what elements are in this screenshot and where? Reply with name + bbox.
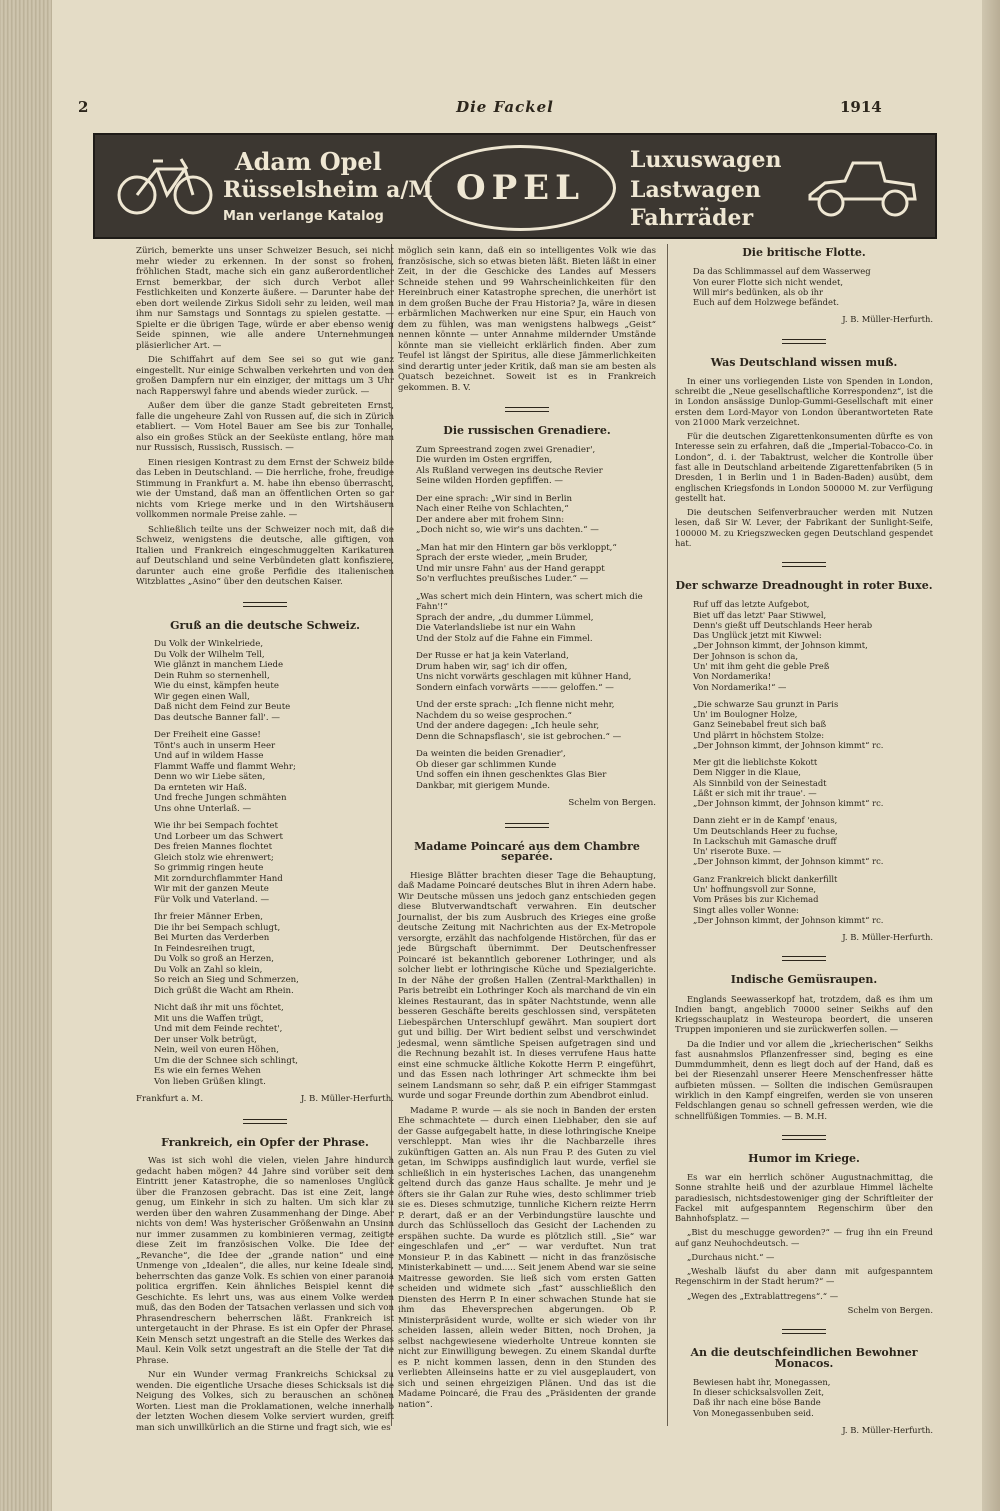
paragraph: „Bist du meschugge geworden?“ — frug ihn ein Freund auf ganz Neuhochdeutsch. —: [675, 1227, 933, 1248]
page-right-edge: [982, 0, 1000, 1511]
paragraph: In einer uns vorliegenden Liste von Spenden in London, schreibt die „Neue gesellschaftliche Korrespondenz“, ist die in London ansässige Dunlop-Gummi-Gesellschaft mit einer ersten dem Lord-Mayor von London überantworteten Rate von 21000 Mark verzeichnet.: [675, 375, 933, 427]
paragraph: Die Schiffahrt auf dem See sei so gut wie ganz eingestellt. Nur einige Schwalben verkehrten und von den großen Dampfern nur ein einziger, der mittags um 3 Uhr nach Rapperswyl fahre und abends wieder zurück. —: [136, 355, 394, 397]
verse-line: Von Nordamerika!: [693, 671, 772, 682]
verse-line: Nicht daß ihr mit uns föchtet,: [154, 1003, 284, 1013]
verse-line: Un' im Boulogner Holze,: [693, 709, 798, 720]
article-title: Indische Gemüsraupen.: [730, 973, 878, 987]
verse-line: Bei Murten das Verderben: [154, 933, 270, 943]
verse-line: Tönt's auch in unserm Heer: [154, 740, 276, 751]
poem-stanza: [398, 592, 656, 645]
poem-stanza: [136, 1003, 394, 1087]
verse-line: Die Vaterlandsliebe ist nur ein Wahn: [416, 623, 576, 633]
verse-line: Denn wo wir Liebe säten,: [154, 772, 266, 782]
poem-title: Der schwarze Dreadnought in roter Buxe.: [675, 579, 933, 593]
verse-line: Dich grüßt die Wacht am Rhein.: [154, 985, 294, 996]
verse-line: Der eine sprach: „Wir sind in Berlin: [416, 493, 573, 504]
verse-line: In Feindesreihen trugt,: [154, 943, 256, 954]
poem-title: Gruß an die deutsche Schweiz.: [170, 618, 360, 632]
verse-line: Ganz Frankreich blickt dankerfillt: [693, 873, 838, 884]
verse-line: Um die der Schnee sich schlingt,: [154, 1055, 299, 1066]
verse-line: Von lieben Grüßen klingt.: [154, 1076, 266, 1087]
verse-line: Der Freiheit eine Gasse!: [154, 730, 261, 740]
opel-emblem: [425, 145, 616, 231]
poem-title: An die deutschfeindlichen Bewohner Monacos.: [690, 1346, 918, 1370]
verse-line: Du Volk der Wilhelm Tell,: [154, 649, 265, 660]
verse-line: Un' riserote Buxe. —: [693, 846, 782, 857]
paragraph: Einen riesigen Kontrast zu dem Ernst der Schweiz bilde das Leben in Deutschland. — Die herrliche, frohe, freudige Stimmung in Frankfurt a. M. habe ihn ebenso überrascht, wie der Umstand, daß man an öffentlichen Orten so gar nichts vom Kriege merke und in den Wirtshäusern vollkommen normale Preise zahle. —: [136, 457, 394, 520]
article-author: Schelm von Bergen.: [847, 1304, 933, 1315]
verse-line: Nein, weil von euren Höhen,: [154, 1045, 279, 1055]
poem-title: Die britische Flotte.: [742, 246, 866, 259]
verse-line: Uns ohne Unterlaß. —: [154, 803, 252, 814]
verse-line: Für Volk und Vaterland. —: [154, 894, 270, 905]
automobile-icon: [805, 155, 920, 221]
poem-stanza: [136, 821, 394, 905]
header-year: 1914: [840, 98, 882, 116]
ad-city: Rüsselsheim a/M: [223, 177, 433, 203]
verse-line: Und soffen ein ihnen geschenktes Glas Bier: [416, 770, 607, 780]
poem-stanza: [398, 543, 656, 585]
verse-line: Dankbar, mit gierigem Munde.: [416, 780, 550, 791]
verse-line: Gleich stolz wie ehrenwert;: [154, 852, 274, 863]
verse-line: Will mir's bedünken, als ob ihr: [693, 286, 824, 297]
verse-line: Des freien Mannes flochtet: [154, 842, 273, 852]
verse-line: Und mir unsre Fahn' aus der Hand gerappt: [416, 563, 605, 574]
section-separator: [782, 956, 826, 961]
verse-line: Und der Stolz auf die Fahne ein Fimmel.: [416, 633, 593, 644]
verse-line: Von Nordamerika!“ —: [693, 681, 787, 692]
verse-line: „Man hat mir den Hintern gar bös verkloppt,“: [416, 542, 617, 553]
poem-stanza: [398, 700, 656, 742]
verse-line: Singt alles voller Wonne:: [693, 904, 799, 915]
paragraph: Für die deutschen Zigarettenkonsumenten dürfte es von Interesse sein zu erfahren, daß die „Imperial-Tobacco-Co. in London“, d. i. der Tabaktrust, welcher die Kontrolle über fast alle in Deutschland arbeitende Zigarettenfabriken (5 in Dresden, 1 in Berlin und 1 in Baden-Baden) ausübt, dem englischen Kriegsfonds in London 500000 M. zur Verfügung gestellt hat.: [675, 431, 933, 503]
verse-line: Ganz Seinebabel freut sich baß: [693, 719, 827, 730]
verse-line: Un' mit ihm geht die geble Preß: [693, 660, 830, 671]
verse-line: „Doch nicht so, wie wir's uns dachten.“ —: [416, 525, 599, 535]
verse-line: Biet uff das letzt' Paar Stiwwel,: [693, 609, 827, 620]
verse-line: „Was schert mich dein Hintern, was schert mich die Fahn'!“: [416, 591, 643, 612]
verse-line: Daß ihr nach eine böse Bande: [693, 1397, 821, 1408]
ad-product-bicycles: Fahrräder: [630, 205, 754, 231]
verse-line: Mit uns die Waffen trügt,: [154, 1013, 264, 1024]
verse-line: „Der Johnson kimmt, der Johnson kimmt,: [693, 640, 868, 651]
opel-advertisement: [93, 133, 937, 239]
poem-stanza: [675, 874, 933, 925]
verse-line: Um Deutschlands Heer zu fuchse,: [693, 825, 838, 836]
verse-line: Du Volk so groß an Herzen,: [154, 954, 274, 964]
masthead-title: Die Fackel: [456, 98, 554, 116]
column-3: [675, 246, 933, 1439]
verse-line: Nach einer Reihe von Schlachten,“: [416, 504, 569, 514]
verse-line: „Der Johnson kimmt, der Johnson kimmt“ rc.: [693, 914, 884, 925]
verse-line: Ihr freier Männer Erben,: [154, 912, 263, 922]
verse-line: Un' hoffnungsvoll zur Sonne,: [693, 884, 817, 895]
verse-line: „Der Johnson kimmt, der Johnson kimmt“ rc.: [693, 798, 884, 809]
book-page-stack: [0, 0, 53, 1511]
paragraph: Da die Indier und vor allem die „kriecherischen“ Seikhs fast ausnahmslos Pflanzenfresser sind, beging es eine Dummdummheit, denn es liegt doch auf der Hand, daß es bei der Riesenzahl unserer Heere Menschenfresser hätte aufbieten müssen. — Sollten die indischen Gemüsraupen wirklich in den Kampf eingreifen, werden sie von unseren Feldschlangen genau so schnell gefressen werden, wie die schnellfüßigen Tommies. — B. M.H.: [675, 1038, 933, 1121]
ad-product-luxury-cars: Luxuswagen: [630, 147, 782, 173]
paragraph: Was ist sich wohl die vielen, vielen Jahre hindurch gedacht haben mögen? 44 Jahre sind vorüber seit dem Eintritt jener Katastrophe, die so namenloses Unglück über die Franzosen gebracht. Das ist eine Zeit, lange genug, um Einkehr in sich zu halten. Um sich klar zu werden über den wahren Zusammenhang der Dinge. Aber nichts von dem! Was hysterischer Größenwahn an Unsinn nur immer zusammen zu kombinieren vermag, zeitigte diese Zeit im französischen Volke. Die Idee der „Revanche“, die Idee der „grande nation“ und eine Unmenge von „Idealen“, die alles, nur keine Ideale sind, beherrschten das ganze Volk. Es schien von einer paranoia politica ergriffen. Kein ähnliches Beispiel kennt die Geschichte. Es lehrt uns, was aus einem Volke werden muß, das den Boden der Tatsachen verlassen und sich von Phrasendreschern beherrschen läßt. Frankreich ist untergetaucht in der Phrase. Es ist ein Opfer der Phrase. Kein Mensch setzt ungestraft an die Stelle des Werkes das Maul. Kein Volk setzt ungestraft an die Stelle der Tat die Phrase.: [136, 1156, 394, 1366]
verse-line: „Die schwarze Sau grunzt in Paris: [693, 698, 839, 709]
verse-line: Da weinten die beiden Grenadier',: [416, 749, 566, 759]
paragraph: Englands Seewasserkopf hat, trotzdem, daß es ihm um Indien bangt, angeblich 70000 seiner Seikhs auf den Kriegsschauplatz in Westeuropa beordert, die unseren Truppen imponieren und sie zurückwerfen sollen. —: [675, 993, 933, 1035]
opel-logo-text: OPEL: [455, 168, 585, 208]
verse-line: Wir gegen einen Wall,: [154, 691, 250, 702]
poem-stanza: [398, 749, 656, 791]
verse-line: Drum haben wir, sag' ich dir offen,: [416, 661, 568, 672]
verse-line: So grimmig ringen heute: [154, 863, 264, 873]
verse-line: Von Monegassenbuben seid.: [693, 1407, 814, 1418]
verse-line: Uns nicht vorwärts geschlagen mit kühner Hand,: [416, 672, 632, 682]
verse-line: Und der andere dagegen: „Ich heule sehr,: [416, 721, 600, 731]
ad-catalog-note: Man verlange Katalog: [223, 209, 384, 224]
bicycle-icon: [115, 149, 215, 219]
poem-author: J. B. Müller-Herfurth.: [842, 1424, 933, 1435]
verse-line: Wie ihr bei Sempach fochtet: [154, 821, 278, 831]
verse-line: „Der Johnson kimmt, der Johnson kimmt“ rc.: [693, 739, 884, 750]
poem-stanza: [675, 757, 933, 808]
verse-line: Sprach der erste wieder, „mein Bruder,: [416, 553, 588, 563]
verse-line: Sondern einfach vorwärts ——— geloffen.“ —: [416, 682, 614, 693]
verse-line: Da ernteten wir Haß.: [154, 782, 247, 793]
verse-line: Und freche Jungen schmähten: [154, 793, 287, 803]
paragraph: Zürich, bemerkte uns unser Schweizer Besuch, sei nicht mehr wieder zu erkennen. In der sonst so frohen, fröhlichen Stadt, mache sich ein ganz außerordentlicher Ernst bemerkbar, der sich durch Verbot aller Festlichkeiten und Konzerte äußere. — Darunter habe der eben dort weilende Zirkus Sidoli sehr zu leiden, weil man ihm nur Samstags und Sonntags zu spielen gestatte. — Spielte er die übrigen Tage, würde er aber ebenso wenig Seide spinnen, wie alle andere Unternehmungen pläsierlicher Art. —: [136, 246, 394, 351]
verse-line: Und der erste sprach: „Ich flenne nicht mehr,: [416, 700, 615, 710]
verse-line: Mer git die lieblichste Kokott: [693, 757, 818, 768]
verse-line: Die ihr bei Sempach schlugt,: [154, 922, 281, 933]
verse-line: Läßt er sich mit ihr traue'. —: [693, 787, 817, 798]
verse-line: Vom Präses bis zur Kichemad: [693, 894, 819, 905]
paragraph: Außer dem über die ganze Stadt gebreiteten Ernst, falle die ungeheure Zahl von Russen auf, die sich in Zürich etabliert. — Vom Hotel Bauer am See bis zur Tonhalle, also ein großes Stück an der Seeküste entlang, höre man nur Russisch, Russisch, Russisch. —: [136, 401, 394, 453]
verse-line: Dem Nigger in die Klaue,: [693, 767, 801, 778]
verse-line: Bewiesen habt ihr, Monegassen,: [693, 1376, 831, 1387]
section-separator: [782, 1329, 826, 1334]
verse-line: Als Sinnbild von der Seinestadt: [693, 777, 827, 788]
paragraph: „Durchaus nicht.“ —: [687, 1251, 775, 1262]
verse-line: Sprach der andre, „du dummer Lümmel,: [416, 612, 594, 623]
verse-line: Und Lorbeer um das Schwert: [154, 831, 283, 842]
article-title: Was Deutschland wissen muß.: [710, 355, 898, 369]
section-separator: [782, 562, 826, 567]
poem-signature: [136, 1094, 394, 1105]
poem-stanza: [136, 639, 394, 723]
verse-line: Und auf in wildem Hasse: [154, 751, 264, 761]
section-separator: [243, 602, 287, 607]
poem-place: Frankfurt a. M.: [136, 1094, 204, 1104]
verse-line: Das Unglück jetzt mit Kiwwel:: [693, 630, 822, 641]
poem-stanza: [675, 815, 933, 866]
verse-line: Ob dieser gar schlimmen Kunde: [416, 759, 557, 770]
poem-author: Schelm von Bergen.: [568, 798, 656, 808]
ad-company-name: Adam Opel: [235, 147, 382, 176]
verse-line: Mit zorndurchflammter Hand: [154, 873, 283, 884]
page-number: 2: [78, 98, 89, 116]
verse-line: Daß nicht dem Feind zur Beute: [154, 702, 291, 712]
poem-stanza: [398, 651, 656, 693]
article-title: Humor im Kriege.: [748, 1151, 860, 1165]
poem-author: J. B. Müller-Herfurth.: [842, 932, 933, 943]
verse-line: Flammt Waffe und flammt Wehr;: [154, 761, 296, 772]
section-separator: [243, 1119, 287, 1124]
verse-line: So reich an Sieg und Schmerzen,: [154, 975, 299, 985]
verse-line: Wir mit der ganzen Meute: [154, 884, 269, 894]
verse-line: Du Volk der Winkelriede,: [154, 639, 264, 649]
paragraph: „Wegen des „Extrablattregens“.“ —: [687, 1290, 839, 1301]
verse-line: Und plärrt in höchstem Stolze:: [693, 729, 825, 740]
verse-line: Euch auf dem Holzwege befändet.: [693, 297, 840, 308]
verse-line: In dieser schicksalsvollen Zeit,: [693, 1387, 824, 1398]
paragraph: Die deutschen Seifenverbraucher werden mit Nutzen lesen, daß Sir W. Lever, der Fabrikant der Sunlight-Seife, 100000 M. zu Kriegszwecken gegen Deutschland gespendet hat.: [675, 507, 933, 548]
paragraph: Nur ein Wunder vermag Frankreichs Schicksal zu wenden. Die eigentliche Ursache dieses Schicksals ist die Neigung des Volkes, sich zu berauschen an schönen Worten. Liest man die Proklamationen, welche innerhalb der letzten Wochen diesem Volke serviert wurden, greift man sich unwillkürlich an die Stirne und fragt sich, wie es: [136, 1370, 394, 1433]
verse-line: Die wurden im Osten ergriffen,: [416, 455, 553, 465]
paragraph: „Weshalb läufst du aber dann mit aufgespanntem Regenschirm in der Stadt herum?“ —: [675, 1266, 933, 1287]
section-separator: [505, 407, 549, 412]
section-separator: [782, 339, 826, 344]
poem-stanza: [136, 912, 394, 996]
verse-line: Dein Ruhm so sternenhell,: [154, 670, 270, 681]
verse-line: Dann zieht er in de Kampf 'enaus,: [693, 815, 838, 826]
paragraph: Es war ein herrlich schöner Augustnachmittag, die Sonne strahlte heiß und der azurblaue Himmel lächelte paradiesisch, nichtsdestoweniger ging der Schriftleiter der Fackel mit aufgespanntem Regenschirm über den Bahnhofsplatz. —: [675, 1172, 933, 1224]
verse-line: Ruf uff das letzte Aufgebot,: [693, 599, 810, 610]
verse-line: Es wie ein fernes Wehen: [154, 1066, 261, 1076]
verse-line: „Der Johnson kimmt, der Johnson kimmt“ rc.: [693, 856, 884, 867]
verse-line: Und mit dem Feinde rechtet',: [154, 1024, 283, 1034]
verse-line: Wie du einst, kämpfen heute: [154, 681, 279, 691]
poem-stanza: [675, 266, 933, 307]
poem-author: J. B. Müller-Herfurth.: [842, 314, 933, 325]
verse-line: Zum Spreestrand zogen zwei Grenadier',: [416, 444, 596, 455]
column-1: [136, 246, 394, 1437]
section-separator: [505, 823, 549, 828]
poem-stanza: [675, 599, 933, 691]
paragraph: Hiesige Blätter brachten dieser Tage die Behauptung, daß Madame Poincaré deutsches Blut in ihren Adern habe. Wir Deutsche müssen uns jedoch ganz entschieden gegen diese Blutverwandtschaft verwahren. Ein deutscher Journalist, der bis zum Ausbruch des Krieges eine große deutsche Zeitung mit Nachrichten aus der Ex-Metropole versorgte, erzählt das nachfolgende Histörchen, für das er jede Bürgschaft übernimmt. Der Deutschenfresser Poincaré ist bekanntlich geborener Lothringer, und als solcher liebt er lothringische Küche und Spezialgerichte. In der Nähe der großen Hallen (Zentral-Markthallen) in Paris betreibt ein Lothringer Koch als marchand de vin ein kleines Restaurant, das in später Nachtstunde, wenn alle besseren Geschäfte bereits geschlossen sind, verspäteten Liebespärchen Unterschlupf gewährt. Man soupiert dort gut und billig. Der Wirt bedient selbst und verschwindet jedesmal, wenn sämtliche Speisen aufgetragen sind und die Rechnung bezahlt ist. In dieses verrufene Haus hatte einst eine schmucke ältliche Kokotte Herrn P. eingeführt, und das Essen nach lothringer Art schmeckte ihm bei seinem Landsmann so sehr, daß P. ein eifriger Stammgast wurde und sogar Freunde dorthin zum Abendbrot einlud.: [398, 870, 656, 1101]
verse-line: So'n verfluchtes preußisches Luder.“ —: [416, 574, 589, 584]
verse-line: Als Rußland verwegen ins deutsche Revier: [416, 465, 603, 476]
poem-stanza: [136, 730, 394, 814]
poem-stanza: [398, 445, 656, 487]
article-title: Frankreich, ein Opfer der Phrase.: [161, 1135, 369, 1149]
verse-line: Denn die Schnapsflasch', sie ist gebrochen.“ —: [416, 731, 622, 742]
paragraph: möglich sein kann, daß ein so intelligentes Volk wie das französische, sich so etwas bieten läßt. Bieten läßt in einer Zeit, in der die Geschicke des Landes auf Messers Schneide stehen und 99 Wahrscheinlichkeiten für den Hereinbruch einer Katastrophe sprechen, die unerhört ist in dem großen Buche der Frau Historia? Ja, wäre in diesen erbärmlichen Machwerken nur eine Spur, ein Hauch von dem zu fühlen, was man wenigstens halbwegs „Geist“ nennen könnte — unter Annahme mildernder Umstände könnte man sie vielleicht erklärlich finden. Aber zum Teufel ist längst der Spiritus, alle diese Jämmerlichkeiten sind derartig unter jeder Kritik, daß man sie am besten als Quatsch bezeichnet. Soweit ist es in Frankreich gekommen. B. V.: [398, 246, 656, 393]
verse-line: Von eurer Flotte sich nicht wendet,: [693, 276, 844, 287]
verse-line: In Lackschuh mit Gamasche druff: [693, 835, 837, 846]
paragraph: Schließlich teilte uns der Schweizer noch mit, daß die Schweiz, wenigstens die deutsche, alle giftigen, von Italien und Frankreich eingeschmuggelten Karikaturen auf Deutschland und seine Verbündeten glatt konfisziere, darunter auch eine große Perfidie des italienischen Witzblattes „Asino“ über den deutschen Kaiser.: [136, 524, 394, 587]
verse-line: Der Johnson is schon da,: [693, 650, 799, 661]
poem-author: J. B. Müller-Herfurth.: [300, 1094, 394, 1104]
verse-line: Wie glänzt in manchem Liede: [154, 660, 284, 670]
verse-line: Das deutsche Banner fall'. —: [154, 712, 280, 723]
poem-stanza: [675, 1377, 933, 1418]
poem-stanza: [398, 494, 656, 536]
verse-line: Du Volk an Zahl so klein,: [154, 964, 263, 975]
poem-title: Die russischen Grenadiere.: [443, 424, 611, 437]
paragraph: Madame P. wurde — als sie noch in Banden der ersten Ehe schmachtete — durch einen Liebhaber, den sie auf der Gasse aufgegabelt hatte, in diese lothringische Kneipe verschleppt. Man wies ihr die Nachbarzelle ihres zukünftigen Gatten an. Als nun Frau P. des Guten zu viel getan, im Schwipps ausfindiglich laut wurde, verfiel sie schließlich in ein hysterisches Lachen, das unangenehm geltend durch das ganze Haus schallte. Je mehr und je öfters sie ihr Galan zur Ruhe wies, desto schlimmer trieb sie es. Dieses schmutzige, tunnliche Kichern reizte Herrn P. derart, daß er an der Verbindungstüre lauschte und durch das Schlüsselloch das Gesicht der Lachenden zu erspähen suchte. Da wurde es plötzlich still. „Sie“ war eingeschlafen und „er“ — war verduftet. Nun trat Monsieur P. in das Kabinett — nicht in das französische Ministerkabinett — und..... Seit jenem Abend war sie seine Maitresse geworden. Sie ließ sich vom ersten Gatten scheiden und widmete sich „fast“ ausschließlich den Diensten des Herrn P. In einer schwachen Stunde hat sie ihm das Eheversprechen abgerungen. Ob P. Ministerpräsident wurde, wollte er sich wieder von ihr scheiden lassen, allein weder Bitten, noch Drohen, ja selbst nachgewiesene wiederholte Untreue konnten sie nicht zur Einwilligung bewegen. Zu einem Skandal durfte es P. nicht kommen lassen, denn in den Stunden des verliebten Alleinseins hatte er zu viel ausgeplaudert, von sich und seinen ehrgeizigen Plänen. Und das ist die Madame Poincaré, die Frau des „Präsidenten der grande nation“.: [398, 1105, 656, 1410]
verse-line: Seine wilden Horden gepfiffen. —: [416, 476, 564, 486]
ad-product-trucks: Lastwagen: [630, 177, 761, 203]
poem-stanza: [675, 699, 933, 750]
verse-line: Der Russe er hat ja kein Vaterland,: [416, 651, 569, 661]
column-divider: [667, 244, 668, 1426]
verse-line: Denn's gießt uff Deutschlands Heer herab: [693, 619, 873, 630]
column-2: [398, 246, 656, 1414]
article-title: Madame Poincaré aus dem Chambre separée.: [414, 839, 640, 863]
section-separator: [782, 1135, 826, 1140]
verse-line: Nachdem du so weise gesprochen.“: [416, 710, 572, 721]
verse-line: Der andere aber mit frohem Sinn:: [416, 514, 565, 525]
verse-line: Der unser Volk betrügt,: [154, 1034, 257, 1045]
verse-line: Da das Schlimmassel auf dem Wasserweg: [693, 266, 871, 277]
